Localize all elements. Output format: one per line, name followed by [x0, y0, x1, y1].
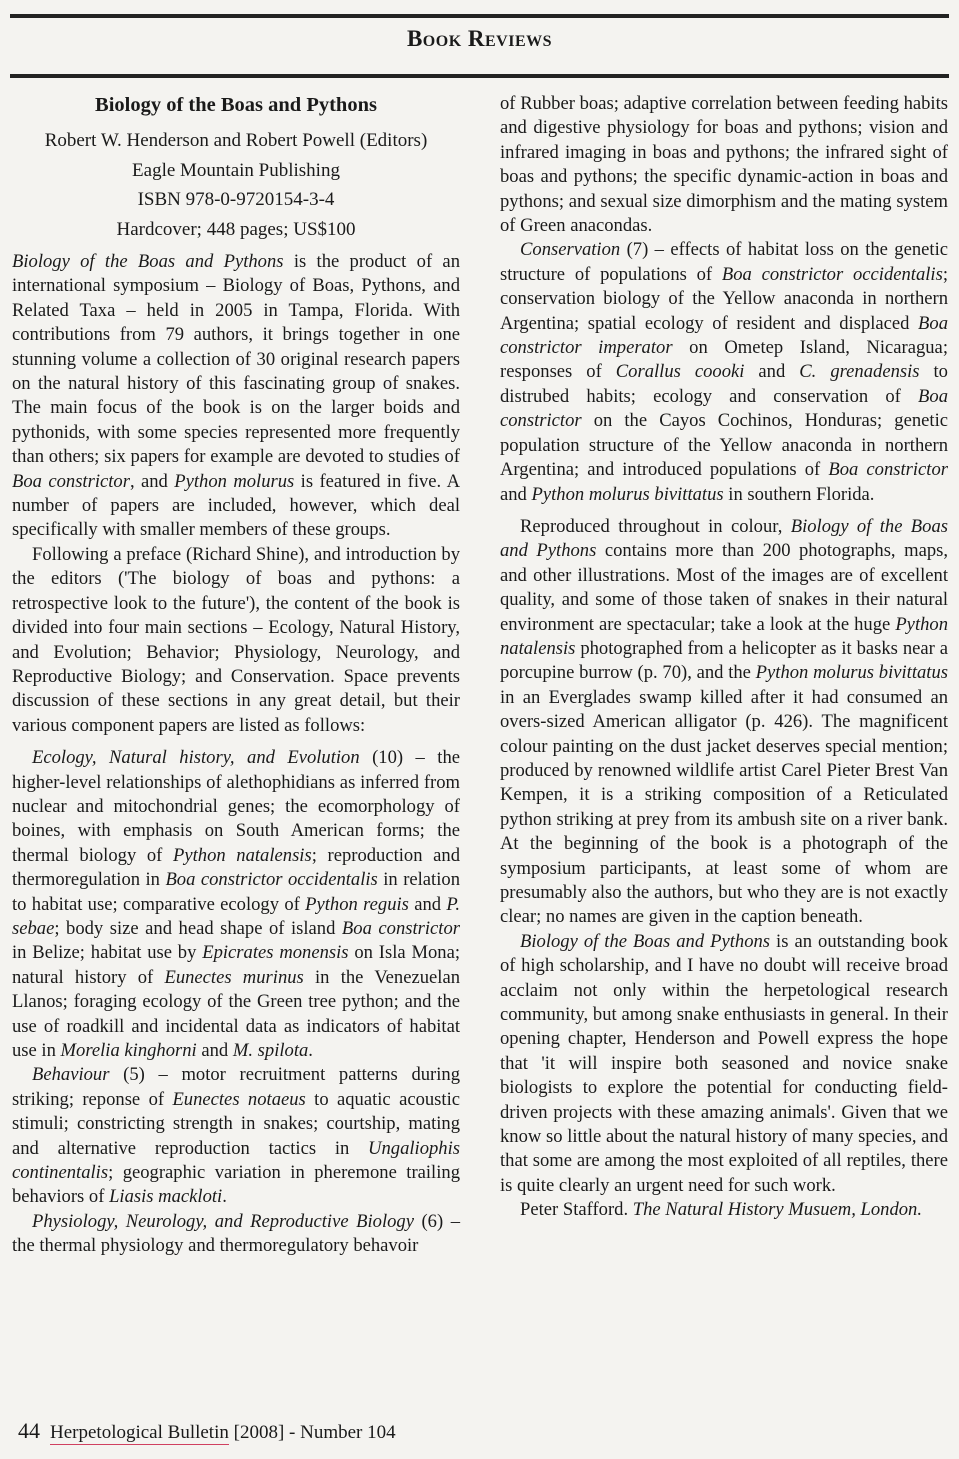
section-title: Book Reviews [406, 26, 553, 51]
journal-issue: [2008] - Number 104 [228, 1422, 396, 1443]
book-format: Hardcover; 448 pages; US$100 [116, 218, 356, 240]
review-paragraph-conclusion: Biology of the Boas and Pythons is an outstanding book of high scholarship, and I have no doubt will receive broad acclaim not only within the herpetological research community, but among snake enthusiasts in general. In their opening chapter, Henderson and Powell express the hope that 'it will inspire both seasoned and novice snake biologists to explore the potential for conducting field-driven projects with these amazing animals'. Given that we know so little about the natural history of many species, and that some are among the most exploited of all reptiles, there is quite clearly an urgent need for such work. [500, 930, 948, 1196]
reviewer-signature [500, 1198, 948, 1222]
book-title: Biology of the Boas and Pythons [95, 94, 377, 116]
header-rule [10, 74, 949, 78]
review-paragraph-physiology: Physiology, Neurology, and Reproductive Biology (6) – the thermal physiology and thermoregulatory behavoir [12, 1210, 460, 1257]
right-column [500, 92, 948, 1223]
book-editors: Robert W. Henderson and Robert Powell (Editors) [44, 130, 428, 151]
left-column [12, 92, 460, 1259]
reviewer-name: Peter Stafford. [520, 1199, 633, 1221]
review-paragraph-ecology: Ecology, Natural history, and Evolution (10) – the higher-level relationships of alethophidians as inferred from nuclear and mitochondrial genes; the ecomorphology of boines, with emphasis on South American forms; the thermal biology of Python natalensis; reproduction and thermoregulation in Boa constrictor occidentalis in relation to habitat use; comparative ecology of Python reguis and P. sebae; body size and head shape of island Boa constrictor in Belize; habitat use by Epicrates monensis on Isla Mona; natural history of Eunectes murinus in the Venezuelan Llanos; foraging ecology of the Green tree python; and the use of roadkill and incidental data as indicators of habitat use in Morelia kinghorni and M. spilota. [12, 747, 461, 1061]
book-publisher: Eagle Mountain Publishing [132, 159, 340, 181]
review-paragraph-illustrations: Reproduced throughout in colour, Biology of the Boas and Pythons contains more than 200 photographs, maps, and other illustrations. Most of the images are of excellent quality, and some of those taken of snakes in their natural environment are spectacular; take a look at the huge Python natalensis photographed from a helicopter as it basks near a porcupine burrow (p. 70), and the Python molurus bivittatus in an Everglades swamp killed after it had consumed an overs-sized American alligator (p. 426). The magnificent colour painting on the dust jacket deserves special mention; produced by renowned wildlife artist Carel Pieter Brest Van Kempen, it is a striking composition of a Reticulated python striking at prey from its ambush site on a river bank. At the beginning of the book is a photograph of the symposium participants, at least some of whom are presumably also the authors, but who they are is not exactly clear; no names are given in the caption beneath. [500, 515, 948, 928]
page-number: 44 [18, 1418, 40, 1443]
journal-name: Herpetological Bulletin [50, 1422, 229, 1443]
review-paragraph-behaviour: Behaviour (5) – motor recruitment patterns during striking; reponse of Eunectes notaeus to aquatic acoustic stimuli; constricting strength in snakes; courtship, mating and alternative reproduction tactics in Ungaliophis continentalis; geographic variation in pheremone trailing behaviors of Liasis mackloti. [12, 1064, 460, 1208]
review-paragraph-physiology-cont: of Rubber boas; adaptive correlation between feeding habits and digestive physiology for boas and pythons; vision and infrared imaging in boas and pythons; the infrared sight of boas and pythons; the specific dynamic-action in boas and pythons; and sexual size dimorphism and the mating system of Green anacondas. [500, 93, 948, 237]
reviewer-institution: The Natural History Musuem, London. [632, 1199, 922, 1221]
review-paragraph-conservation: Conservation (7) – effects of habitat loss on the genetic structure of populations of Boa constrictor occidentalis; conservation biology of the Yellow anaconda in northern Argentina; spatial ecology of resident and displaced Boa constrictor imperator on Ometep Island, Nicaragua; responses of Corallus coooki and C. grenadensis to distrubed habits; ecology and conservation of Boa constrictor on the Cayos Cochinos, Honduras; genetic population structure of the Yellow anaconda in northern Argentina; and introduced populations of Boa constrictor and Python molurus bivittatus in southern Florida. [500, 239, 949, 505]
review-paragraph-structure: Following a preface (Richard Shine), and introduction by the editors ('The biology of boas and pythons: a retrospective look to the future'), the content of the book is divided into four main sections – Ecology, Natural History, and Evolution; Behavior; Physiology, Neurology, and Reproductive Biology; and Conservation. Space prevents discussion of these sections in any great detail, but their various component papers are listed as follows: [12, 543, 460, 736]
page-footer [18, 1418, 396, 1444]
book-isbn: ISBN 978-0-9720154-3-4 [137, 189, 335, 210]
review-paragraph-intro: Biology of the Boas and Pythons is the product of an international symposium – Biology of Boas, Pythons, and Related Taxa – held in 2005 in Tampa, Florida. With contributions from 79 authors, it brings together in one stunning volume a collection of 30 original research papers on the natural history of this fascinating group of snakes. The main focus of the book is on the larger boids and pythonids, with some species represented more frequently than others; six papers for example are devoted to studies of Boa constrictor, and Python molurus is featured in five. A number of papers are included, however, which deal specifically with smaller members of these groups. [12, 251, 460, 541]
top-rule [10, 14, 949, 18]
